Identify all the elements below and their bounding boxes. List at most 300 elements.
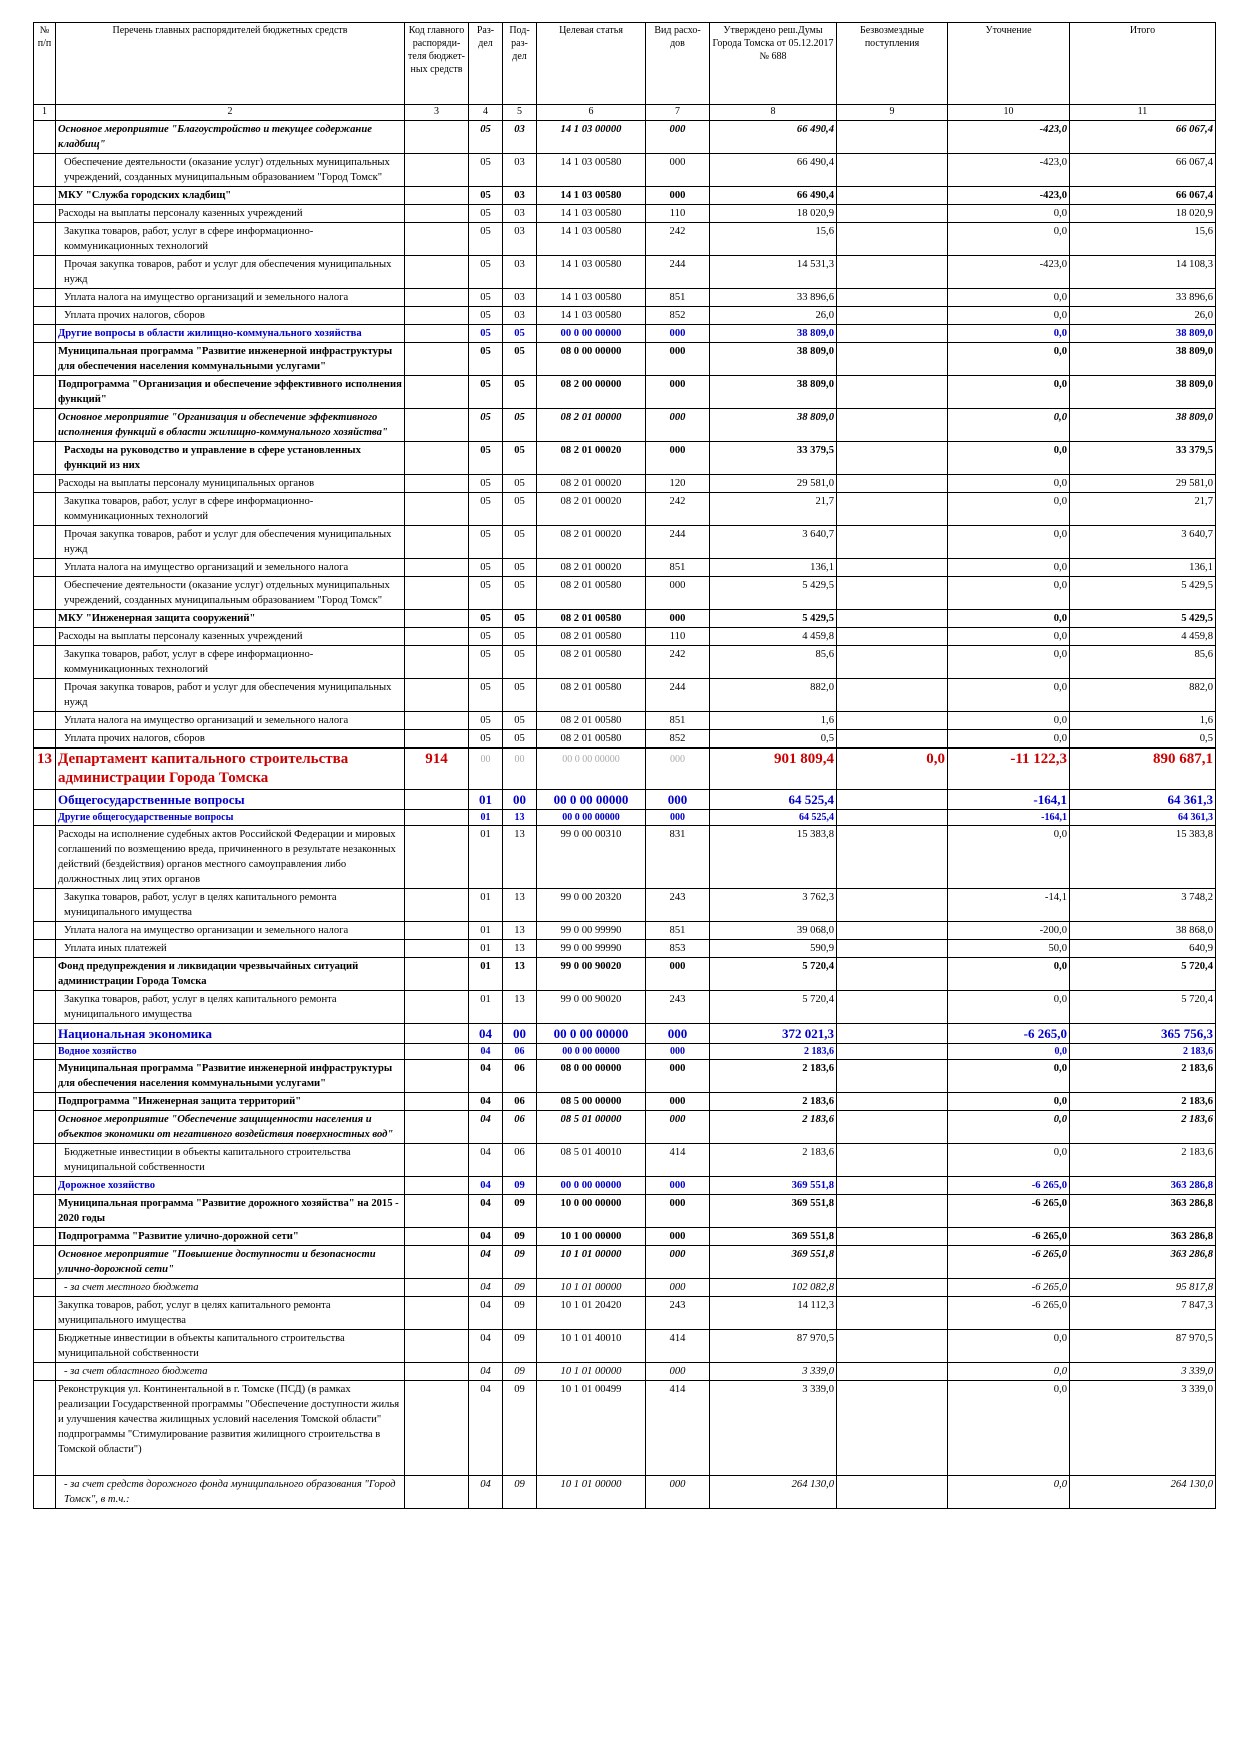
row-total: 3 339,0 <box>1070 1381 1216 1476</box>
row-admin-code <box>405 1381 469 1476</box>
row-approved: 590,9 <box>710 940 837 958</box>
row-grants <box>837 1297 948 1330</box>
row-grants <box>837 1144 948 1177</box>
row-approved: 29 581,0 <box>710 475 837 493</box>
row-subsection: 05 <box>503 442 537 475</box>
row-target-article: 08 5 00 00000 <box>537 1093 646 1111</box>
table-row <box>34 991 1216 1024</box>
row-admin-code <box>405 1060 469 1093</box>
row-subsection: 05 <box>503 679 537 712</box>
row-section: 05 <box>469 409 503 442</box>
row-approved: 2 183,6 <box>710 1093 837 1111</box>
row-total: 0,5 <box>1070 730 1216 749</box>
row-number <box>34 121 56 154</box>
row-section: 04 <box>469 1279 503 1297</box>
row-target-article: 10 1 00 00000 <box>537 1228 646 1246</box>
row-subsection: 13 <box>503 991 537 1024</box>
row-total: 15 383,8 <box>1070 826 1216 889</box>
row-approved: 5 720,4 <box>710 958 837 991</box>
table-row <box>34 1195 1216 1228</box>
row-total: 365 756,3 <box>1070 1024 1216 1044</box>
row-grants <box>837 1111 948 1144</box>
row-name: Закупка товаров, работ, услуг в целях капитального ремонта муниципального имущества <box>56 991 405 1024</box>
row-adjustment: 0,0 <box>948 1363 1070 1381</box>
row-name: Закупка товаров, работ, услуг в целях капитального ремонта муниципального имущества <box>56 889 405 922</box>
row-approved: 2 183,6 <box>710 1144 837 1177</box>
row-approved: 2 183,6 <box>710 1060 837 1093</box>
row-grants <box>837 376 948 409</box>
row-expense-type: 000 <box>646 958 710 991</box>
row-admin-code <box>405 289 469 307</box>
row-adjustment: 0,0 <box>948 1111 1070 1144</box>
row-approved: 901 809,4 <box>710 748 837 790</box>
row-expense-type: 414 <box>646 1330 710 1363</box>
row-name: Закупка товаров, работ, услуг в сфере информационно-коммуникационных технологий <box>56 646 405 679</box>
row-section: 05 <box>469 376 503 409</box>
col-header-section: Раз-дел <box>469 23 503 105</box>
table-row <box>34 1228 1216 1246</box>
row-grants <box>837 1024 948 1044</box>
row-number <box>34 289 56 307</box>
col-header-subsection: Под-раз-дел <box>503 23 537 105</box>
row-number <box>34 610 56 628</box>
row-target-article: 00 0 00 00000 <box>537 325 646 343</box>
row-grants <box>837 958 948 991</box>
row-section: 04 <box>469 1476 503 1509</box>
row-expense-type: 851 <box>646 559 710 577</box>
row-name: Подпрограмма "Организация и обеспечение эффективного исполнения функций" <box>56 376 405 409</box>
row-section: 04 <box>469 1297 503 1330</box>
table-row <box>34 577 1216 610</box>
row-total: 3 640,7 <box>1070 526 1216 559</box>
row-total: 38 809,0 <box>1070 376 1216 409</box>
row-subsection: 09 <box>503 1246 537 1279</box>
row-name: Бюджетные инвестиции в объекты капитального строительства муниципальной собственности <box>56 1144 405 1177</box>
row-grants <box>837 810 948 826</box>
table-row <box>34 256 1216 289</box>
row-number <box>34 1044 56 1060</box>
table-row <box>34 559 1216 577</box>
row-expense-type: 120 <box>646 475 710 493</box>
table-row <box>34 610 1216 628</box>
row-target-article: 10 1 01 00000 <box>537 1476 646 1509</box>
row-target-article: 08 2 01 00020 <box>537 526 646 559</box>
table-row <box>34 730 1216 749</box>
row-section: 05 <box>469 712 503 730</box>
row-total: 66 067,4 <box>1070 121 1216 154</box>
row-admin-code <box>405 1363 469 1381</box>
row-name: Уплата прочих налогов, сборов <box>56 307 405 325</box>
row-total: 3 748,2 <box>1070 889 1216 922</box>
row-section: 05 <box>469 628 503 646</box>
row-total: 64 361,3 <box>1070 810 1216 826</box>
row-number <box>34 493 56 526</box>
row-subsection: 05 <box>503 730 537 749</box>
row-number <box>34 1195 56 1228</box>
row-section: 04 <box>469 1111 503 1144</box>
row-adjustment: 0,0 <box>948 646 1070 679</box>
row-total: 882,0 <box>1070 679 1216 712</box>
row-grants <box>837 1093 948 1111</box>
col-number: 3 <box>405 105 469 121</box>
row-subsection: 06 <box>503 1144 537 1177</box>
row-grants <box>837 343 948 376</box>
row-grants: 0,0 <box>837 748 948 790</box>
row-approved: 2 183,6 <box>710 1044 837 1060</box>
row-name: Закупка товаров, работ, услуг в сфере информационно-коммуникационных технологий <box>56 493 405 526</box>
row-subsection: 13 <box>503 958 537 991</box>
row-target-article: 99 0 00 90020 <box>537 991 646 1024</box>
row-subsection: 05 <box>503 712 537 730</box>
row-number <box>34 1111 56 1144</box>
row-total: 38 809,0 <box>1070 409 1216 442</box>
row-expense-type: 000 <box>646 610 710 628</box>
column-number-row <box>34 105 1216 121</box>
row-total: 2 183,6 <box>1070 1060 1216 1093</box>
row-number <box>34 205 56 223</box>
row-grants <box>837 1476 948 1509</box>
col-number: 11 <box>1070 105 1216 121</box>
row-total: 21,7 <box>1070 493 1216 526</box>
row-name: Уплата налога на имущество организаций и земельного налога <box>56 289 405 307</box>
row-number <box>34 826 56 889</box>
row-subsection: 09 <box>503 1228 537 1246</box>
table-row <box>34 940 1216 958</box>
row-target-article: 08 2 01 00580 <box>537 730 646 749</box>
row-total: 18 020,9 <box>1070 205 1216 223</box>
row-name: Обеспечение деятельности (оказание услуг) отдельных муниципальных учреждений, созданных муниципальным образованием "Город Томск" <box>56 577 405 610</box>
row-approved: 66 490,4 <box>710 121 837 154</box>
row-number <box>34 790 56 810</box>
row-expense-type: 000 <box>646 810 710 826</box>
row-admin-code <box>405 256 469 289</box>
row-subsection: 05 <box>503 475 537 493</box>
row-adjustment: 0,0 <box>948 730 1070 749</box>
col-number: 2 <box>56 105 405 121</box>
row-name: Расходы на выплаты персоналу муниципальных органов <box>56 475 405 493</box>
row-grants <box>837 1246 948 1279</box>
row-subsection: 00 <box>503 790 537 810</box>
row-expense-type: 110 <box>646 205 710 223</box>
col-number: 7 <box>646 105 710 121</box>
row-expense-type: 000 <box>646 1060 710 1093</box>
table-row <box>34 748 1216 790</box>
row-adjustment: -6 265,0 <box>948 1177 1070 1195</box>
row-expense-type: 244 <box>646 526 710 559</box>
row-target-article: 08 2 00 00000 <box>537 376 646 409</box>
row-total: 264 130,0 <box>1070 1476 1216 1509</box>
row-total: 363 286,8 <box>1070 1177 1216 1195</box>
row-admin-code <box>405 1111 469 1144</box>
row-approved: 4 459,8 <box>710 628 837 646</box>
row-number <box>34 679 56 712</box>
row-target-article: 10 1 01 00000 <box>537 1279 646 1297</box>
table-row <box>34 679 1216 712</box>
table-row <box>34 826 1216 889</box>
row-target-article: 08 5 01 40010 <box>537 1144 646 1177</box>
row-subsection: 06 <box>503 1060 537 1093</box>
row-expense-type: 244 <box>646 256 710 289</box>
row-admin-code <box>405 958 469 991</box>
col-number: 9 <box>837 105 948 121</box>
row-name: Муниципальная программа "Развитие дорожного хозяйства" на 2015 - 2020 годы <box>56 1195 405 1228</box>
row-grants <box>837 1195 948 1228</box>
row-grants <box>837 475 948 493</box>
row-number <box>34 1144 56 1177</box>
row-grants <box>837 1044 948 1060</box>
row-section: 01 <box>469 958 503 991</box>
col-header-code: Код главного распоряди-теля бюджет-ных средств <box>405 23 469 105</box>
row-adjustment: 0,0 <box>948 712 1070 730</box>
row-admin-code <box>405 889 469 922</box>
row-total: 66 067,4 <box>1070 187 1216 205</box>
row-grants <box>837 1381 948 1476</box>
row-target-article: 14 1 03 00000 <box>537 121 646 154</box>
row-section: 05 <box>469 475 503 493</box>
row-admin-code <box>405 1024 469 1044</box>
row-section: 01 <box>469 991 503 1024</box>
row-number <box>34 810 56 826</box>
row-expense-type: 000 <box>646 325 710 343</box>
table-row <box>34 1093 1216 1111</box>
row-section: 05 <box>469 646 503 679</box>
col-header-target: Целевая статья <box>537 23 646 105</box>
row-admin-code <box>405 1177 469 1195</box>
row-name: Обеспечение деятельности (оказание услуг) отдельных муниципальных учреждений, созданных муниципальным образованием "Город Томск" <box>56 154 405 187</box>
row-expense-type: 000 <box>646 1093 710 1111</box>
row-approved: 5 429,5 <box>710 610 837 628</box>
row-section: 05 <box>469 223 503 256</box>
table-row <box>34 1111 1216 1144</box>
row-number <box>34 712 56 730</box>
row-number <box>34 730 56 749</box>
row-name: Уплата прочих налогов, сборов <box>56 730 405 749</box>
row-subsection: 03 <box>503 205 537 223</box>
col-number: 6 <box>537 105 646 121</box>
row-adjustment: 0,0 <box>948 1044 1070 1060</box>
row-subsection: 05 <box>503 325 537 343</box>
row-total: 2 183,6 <box>1070 1111 1216 1144</box>
row-section: 04 <box>469 1044 503 1060</box>
table-row <box>34 526 1216 559</box>
row-approved: 38 809,0 <box>710 325 837 343</box>
row-approved: 3 640,7 <box>710 526 837 559</box>
row-subsection: 05 <box>503 409 537 442</box>
row-section: 01 <box>469 922 503 940</box>
row-grants <box>837 610 948 628</box>
table-row <box>34 1044 1216 1060</box>
row-adjustment: 0,0 <box>948 526 1070 559</box>
col-header-num: № п/п <box>34 23 56 105</box>
row-admin-code <box>405 223 469 256</box>
table-row <box>34 958 1216 991</box>
row-subsection: 03 <box>503 187 537 205</box>
row-subsection: 06 <box>503 1111 537 1144</box>
row-number: 13 <box>34 748 56 790</box>
row-number <box>34 1363 56 1381</box>
row-name: Общегосударственные вопросы <box>56 790 405 810</box>
row-number <box>34 442 56 475</box>
row-name: Основное мероприятие "Организация и обеспечение эффективного исполнения функций в области жилищно-коммунального хозяйства" <box>56 409 405 442</box>
row-name: Расходы на выплаты персоналу казенных учреждений <box>56 205 405 223</box>
table-row <box>34 1381 1216 1476</box>
row-subsection: 13 <box>503 826 537 889</box>
row-subsection: 00 <box>503 1024 537 1044</box>
row-name: Муниципальная программа "Развитие инженерной инфраструктуры для обеспечения населения коммунальными услугами" <box>56 343 405 376</box>
row-total: 29 581,0 <box>1070 475 1216 493</box>
table-body <box>34 121 1216 1509</box>
row-number <box>34 1177 56 1195</box>
row-number <box>34 376 56 409</box>
row-grants <box>837 526 948 559</box>
row-name: - за счет местного бюджета <box>56 1279 405 1297</box>
row-adjustment: -423,0 <box>948 154 1070 187</box>
row-subsection: 09 <box>503 1279 537 1297</box>
row-adjustment: 0,0 <box>948 628 1070 646</box>
row-grants <box>837 826 948 889</box>
row-grants <box>837 940 948 958</box>
row-section: 04 <box>469 1060 503 1093</box>
row-grants <box>837 256 948 289</box>
row-expense-type: 000 <box>646 1177 710 1195</box>
row-expense-type: 851 <box>646 922 710 940</box>
table-row <box>34 343 1216 376</box>
row-total: 38 809,0 <box>1070 343 1216 376</box>
row-target-article: 14 1 03 00580 <box>537 307 646 325</box>
row-target-article: 10 1 01 00000 <box>537 1246 646 1279</box>
row-approved: 38 809,0 <box>710 376 837 409</box>
row-total: 64 361,3 <box>1070 790 1216 810</box>
row-admin-code <box>405 712 469 730</box>
col-number: 5 <box>503 105 537 121</box>
table-row <box>34 1297 1216 1330</box>
table-row <box>34 289 1216 307</box>
row-target-article: 00 0 00 00000 <box>537 810 646 826</box>
row-grants <box>837 121 948 154</box>
row-target-article: 08 2 01 00580 <box>537 628 646 646</box>
row-total: 3 339,0 <box>1070 1363 1216 1381</box>
row-expense-type: 414 <box>646 1144 710 1177</box>
row-total: 14 108,3 <box>1070 256 1216 289</box>
row-adjustment: 0,0 <box>948 577 1070 610</box>
row-total: 2 183,6 <box>1070 1044 1216 1060</box>
row-expense-type: 000 <box>646 154 710 187</box>
header-row <box>34 23 1216 105</box>
row-grants <box>837 790 948 810</box>
row-target-article: 14 1 03 00580 <box>537 205 646 223</box>
row-adjustment: -14,1 <box>948 889 1070 922</box>
row-section: 05 <box>469 121 503 154</box>
row-section: 01 <box>469 889 503 922</box>
row-total: 5 720,4 <box>1070 958 1216 991</box>
row-target-article: 14 1 03 00580 <box>537 187 646 205</box>
row-section: 05 <box>469 154 503 187</box>
row-approved: 14 112,3 <box>710 1297 837 1330</box>
row-total: 33 896,6 <box>1070 289 1216 307</box>
row-section: 05 <box>469 577 503 610</box>
row-expense-type: 000 <box>646 442 710 475</box>
row-expense-type: 242 <box>646 223 710 256</box>
row-admin-code <box>405 1093 469 1111</box>
row-target-article: 08 2 01 00580 <box>537 610 646 628</box>
row-expense-type: 000 <box>646 343 710 376</box>
row-adjustment: 0,0 <box>948 442 1070 475</box>
col-number: 4 <box>469 105 503 121</box>
row-adjustment: 0,0 <box>948 1093 1070 1111</box>
row-adjustment: -164,1 <box>948 810 1070 826</box>
row-expense-type: 243 <box>646 1297 710 1330</box>
row-admin-code <box>405 1246 469 1279</box>
row-adjustment: 0,0 <box>948 958 1070 991</box>
row-adjustment: 0,0 <box>948 223 1070 256</box>
row-number <box>34 958 56 991</box>
row-admin-code <box>405 1144 469 1177</box>
row-subsection: 05 <box>503 610 537 628</box>
row-admin-code <box>405 826 469 889</box>
table-row <box>34 409 1216 442</box>
row-grants <box>837 559 948 577</box>
row-expense-type: 414 <box>646 1381 710 1476</box>
row-target-article: 10 1 01 40010 <box>537 1330 646 1363</box>
row-target-article: 99 0 00 00310 <box>537 826 646 889</box>
row-target-article: 00 0 00 00000 <box>537 1177 646 1195</box>
row-name: Закупка товаров, работ, услуг в сфере информационно-коммуникационных технологий <box>56 223 405 256</box>
row-admin-code <box>405 1228 469 1246</box>
row-total: 4 459,8 <box>1070 628 1216 646</box>
row-subsection: 03 <box>503 289 537 307</box>
row-number <box>34 223 56 256</box>
row-subsection: 03 <box>503 307 537 325</box>
row-expense-type: 000 <box>646 577 710 610</box>
row-expense-type: 852 <box>646 307 710 325</box>
row-section: 05 <box>469 610 503 628</box>
row-approved: 14 531,3 <box>710 256 837 289</box>
row-subsection: 05 <box>503 577 537 610</box>
row-subsection: 05 <box>503 646 537 679</box>
row-admin-code <box>405 409 469 442</box>
row-approved: 3 339,0 <box>710 1363 837 1381</box>
row-adjustment: 0,0 <box>948 343 1070 376</box>
row-admin-code <box>405 628 469 646</box>
row-approved: 369 551,8 <box>710 1228 837 1246</box>
row-grants <box>837 679 948 712</box>
row-number <box>34 526 56 559</box>
row-section: 04 <box>469 1024 503 1044</box>
row-subsection: 03 <box>503 256 537 289</box>
row-approved: 369 551,8 <box>710 1195 837 1228</box>
row-grants <box>837 205 948 223</box>
row-adjustment: 0,0 <box>948 409 1070 442</box>
row-grants <box>837 1363 948 1381</box>
row-target-article: 00 0 00 00000 <box>537 790 646 810</box>
row-grants <box>837 442 948 475</box>
row-target-article: 08 2 01 00020 <box>537 442 646 475</box>
row-name: Муниципальная программа "Развитие инженерной инфраструктуры для обеспечения населения коммунальными услугами" <box>56 1060 405 1093</box>
row-approved: 38 809,0 <box>710 343 837 376</box>
row-section: 04 <box>469 1363 503 1381</box>
row-approved: 38 809,0 <box>710 409 837 442</box>
row-adjustment: 0,0 <box>948 991 1070 1024</box>
row-grants <box>837 154 948 187</box>
row-section: 04 <box>469 1246 503 1279</box>
row-approved: 87 970,5 <box>710 1330 837 1363</box>
row-section: 05 <box>469 493 503 526</box>
row-expense-type: 000 <box>646 1024 710 1044</box>
row-admin-code <box>405 376 469 409</box>
row-adjustment: 0,0 <box>948 610 1070 628</box>
row-name: Прочая закупка товаров, работ и услуг для обеспечения муниципальных нужд <box>56 526 405 559</box>
row-total: 15,6 <box>1070 223 1216 256</box>
